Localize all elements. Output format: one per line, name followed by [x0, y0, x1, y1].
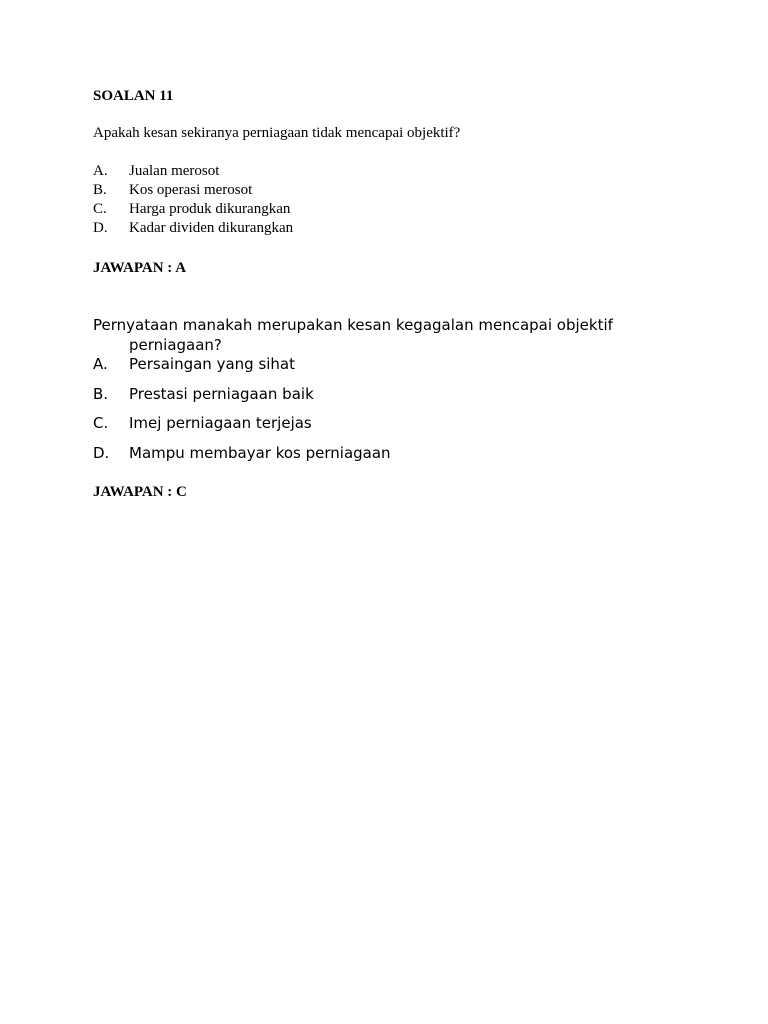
option-letter: C.: [93, 414, 109, 432]
question-text: [93, 315, 673, 355]
option-text: Kos operasi merosot: [129, 182, 253, 198]
option-text: Imej perniagaan terjejas: [129, 414, 312, 432]
question-text: Apakah kesan sekiranya perniagaan tidak mencapai objektif?: [93, 125, 461, 141]
option-letter: A.: [93, 163, 108, 179]
option-letter: B.: [93, 385, 109, 403]
option-letter: D.: [93, 444, 110, 462]
question-line: perniagaan?: [129, 336, 222, 354]
option-text: Prestasi perniagaan baik: [129, 385, 314, 403]
option-text: Mampu membayar kos perniagaan: [129, 444, 391, 462]
option-text: Kadar dividen dikurangkan: [129, 220, 294, 236]
option-letter: C.: [93, 201, 107, 217]
answer-text: JAWAPAN : C: [93, 484, 187, 500]
answer-text: JAWAPAN : A: [93, 260, 187, 276]
question-heading: SOALAN 11: [93, 88, 174, 104]
option-text: Harga produk dikurangkan: [129, 201, 291, 217]
option-text: Persaingan yang sihat: [129, 355, 296, 373]
option-text: Jualan merosot: [129, 163, 220, 179]
option-letter: B.: [93, 182, 107, 198]
question-line: Pernyataan manakah merupakan kesan kegagalan mencapai objektif: [93, 316, 613, 334]
option-letter: D.: [93, 220, 108, 236]
option-letter: A.: [93, 355, 108, 373]
